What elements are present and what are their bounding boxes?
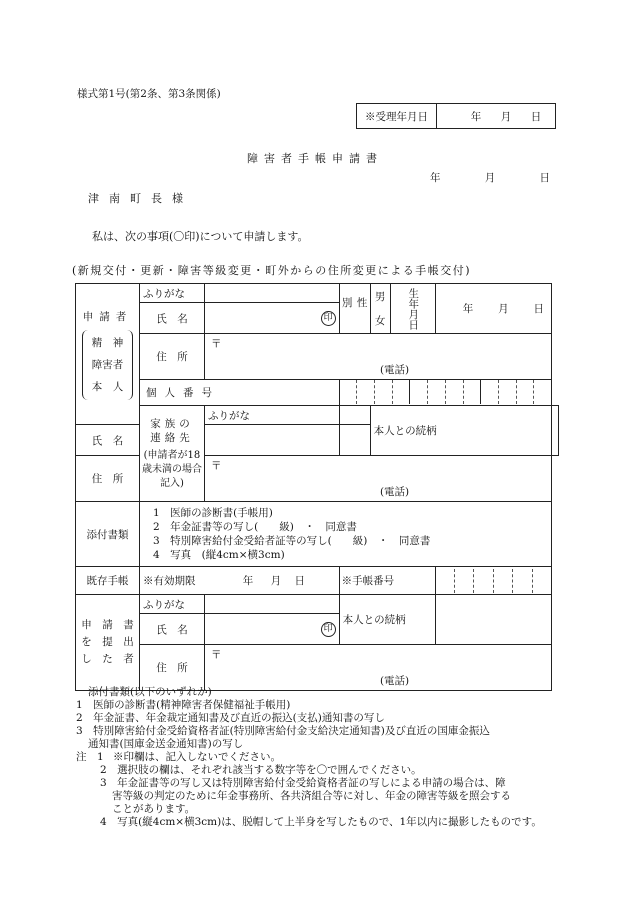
submitter-address-field[interactable] bbox=[204, 645, 551, 691]
my-number-field[interactable] bbox=[339, 380, 551, 406]
notes-item-3: 3 特別障害給付金受給資格者証(特別障害給付金支給決定通知書)及び直近の国庫金振込 bbox=[76, 725, 490, 737]
family-label-cell bbox=[139, 406, 204, 502]
date-year: 年 bbox=[430, 172, 441, 184]
submitter-furigana-label: ふりがな bbox=[139, 595, 204, 614]
applicant-furigana-field[interactable] bbox=[204, 284, 339, 303]
attachment-2[interactable]: 2 年金証書等の写し( 級) ・ 同意書 bbox=[152, 521, 357, 533]
birth-month: 月 bbox=[498, 303, 509, 315]
family-label: 家族の連絡先 bbox=[150, 417, 194, 444]
attachments-label: 添付書類 bbox=[76, 502, 140, 567]
existing-label: 既存手帳 bbox=[76, 567, 140, 595]
notes-item-2: 2 年金証書、年金裁定通知書及び直近の振込(支払)通知書の写し bbox=[76, 712, 385, 724]
sex-options[interactable] bbox=[370, 284, 390, 334]
family-note: (申請者が18歳未満の場合記入) bbox=[141, 449, 202, 489]
applicant-sub-2: 障害者 bbox=[91, 358, 124, 371]
existing-number-field bbox=[435, 567, 551, 595]
family-name-field[interactable] bbox=[204, 425, 339, 456]
submitter-label-2: を 提 出 bbox=[81, 636, 134, 648]
receipt-day: 日 bbox=[530, 110, 542, 123]
caution-3: 3 年金証書等の写し又は特別障害給付金受給資格者証の写しによる申請の場合は、障 bbox=[100, 777, 506, 789]
submitter-name-field[interactable] bbox=[204, 614, 339, 645]
existing-expiry: ※有効期限 年 月 日 bbox=[139, 567, 339, 595]
family-postal-mark: 〒 bbox=[210, 460, 222, 472]
notes-section bbox=[76, 686, 556, 829]
family-relation-label: 本人との続柄 bbox=[370, 406, 551, 456]
applicant-sub-3: 本 人 bbox=[91, 380, 124, 393]
date-day: 日 bbox=[539, 172, 550, 184]
submitter-seal-mark: 印 bbox=[321, 622, 336, 637]
addressee: 津南町長様 bbox=[88, 192, 193, 205]
document-title: 障害者手帳申請書 bbox=[247, 152, 383, 165]
birth-day: 日 bbox=[533, 303, 544, 315]
sex-female[interactable]: 女 bbox=[374, 314, 386, 327]
caution-label: 注 1 bbox=[76, 751, 104, 763]
attachment-1[interactable]: 1 医師の診断書(手帳用) bbox=[152, 507, 273, 519]
existing-number-label: ※手帳番号 bbox=[339, 567, 435, 595]
attachment-3[interactable]: 3 特別障害給付金受給者証等の写し( 級) ・ 同意書 bbox=[152, 535, 431, 547]
postal-mark: 〒 bbox=[210, 338, 222, 350]
family-relation-field[interactable] bbox=[552, 406, 559, 456]
sex-male[interactable]: 男 bbox=[374, 290, 386, 303]
family-tel-label: (電話) bbox=[379, 486, 410, 498]
birth-label-cell bbox=[390, 284, 435, 334]
applicant-sub-1: 精 神 bbox=[91, 336, 124, 349]
notes-item-3-cont: 通知書(国庫金送金通知書)の写し bbox=[88, 738, 244, 750]
caution-3-cont-1: 害等級の判定のために年金事務所、各共済組合等に対し、年金の障害等級を照会する bbox=[112, 790, 511, 802]
date-month: 月 bbox=[484, 172, 496, 184]
sex-label-cell bbox=[339, 284, 370, 334]
caution-3-cont-2: ことがあります。 bbox=[112, 803, 196, 815]
application-table bbox=[75, 283, 559, 691]
applicant-address-label: 住 所 bbox=[139, 334, 204, 380]
family-address-field[interactable] bbox=[204, 456, 551, 502]
tel-label: (電話) bbox=[379, 364, 410, 376]
notes-item-1: 1 医師の診断書(精神障害者保健福祉手帳用) bbox=[76, 699, 291, 711]
submitter-address-label: 住 所 bbox=[139, 645, 204, 691]
applicant-label-cell bbox=[76, 284, 140, 425]
applicant-address-field[interactable] bbox=[204, 334, 551, 380]
purpose-options[interactable]: (新規交付・更新・障害等級変更・町外からの住所変更による手帳交付) bbox=[72, 264, 472, 277]
applicant-furigana-label: ふりがな bbox=[139, 284, 204, 303]
receipt-date-label: ※受理年月日 bbox=[357, 104, 437, 128]
family-furigana-field[interactable] bbox=[339, 406, 370, 425]
applicant-label: 申請者 bbox=[82, 310, 133, 323]
applicant-name-field[interactable] bbox=[204, 303, 339, 334]
submitter-furigana-field[interactable] bbox=[204, 595, 339, 614]
application-date[interactable] bbox=[430, 170, 550, 185]
caution-1: 注 1 ※印欄は、記入しないでください。 bbox=[76, 751, 282, 763]
attachments-options[interactable] bbox=[139, 502, 551, 567]
receipt-date-box bbox=[356, 103, 556, 129]
intro-text: 私は、次の事項(〇印)について申請します。 bbox=[92, 230, 309, 243]
caution-2: 2 選択肢の欄は、それぞれ該当する数字等を〇で囲んでください。 bbox=[100, 764, 422, 776]
birth-year: 年 bbox=[462, 303, 474, 315]
notes-heading: 添付書類(以下のいずれか) bbox=[88, 686, 212, 698]
family-furigana-label: ふりがな bbox=[204, 406, 339, 425]
my-number-label: 個人番号 bbox=[139, 380, 339, 406]
family-address-label: 住 所 bbox=[76, 456, 140, 502]
seal-mark: 印 bbox=[321, 311, 336, 326]
submitter-relation-field[interactable] bbox=[435, 595, 551, 645]
applicant-name-label: 氏 名 bbox=[139, 303, 204, 334]
submitter-label-cell bbox=[76, 595, 140, 691]
caution-4: 4 写真(縦4cm×横3cm)は、脱帽して上半身を写したもので、1年以内に撮影したものです。 bbox=[100, 816, 542, 828]
birth-date-field[interactable] bbox=[435, 284, 551, 334]
attachment-4[interactable]: 4 写真 (縦4cm×横3cm) bbox=[152, 549, 285, 561]
submitter-postal-mark: 〒 bbox=[210, 649, 222, 661]
submitter-relation-label: 本人との続柄 bbox=[339, 595, 435, 645]
form-number: 様式第1号(第2条、第3条関係) bbox=[77, 88, 221, 100]
submitter-name-label: 氏 名 bbox=[139, 614, 204, 645]
receipt-year: 年 bbox=[470, 110, 482, 123]
submitter-label-3: し た 者 bbox=[81, 653, 134, 665]
family-name-label: 氏 名 bbox=[76, 425, 140, 456]
receipt-month: 月 bbox=[500, 110, 512, 123]
birth-label: 生年月日 bbox=[407, 287, 420, 330]
submitter-tel-label: (電話) bbox=[379, 675, 410, 687]
submitter-label-1: 申 請 書 bbox=[81, 619, 134, 631]
sex-label: 性別 bbox=[340, 297, 368, 320]
